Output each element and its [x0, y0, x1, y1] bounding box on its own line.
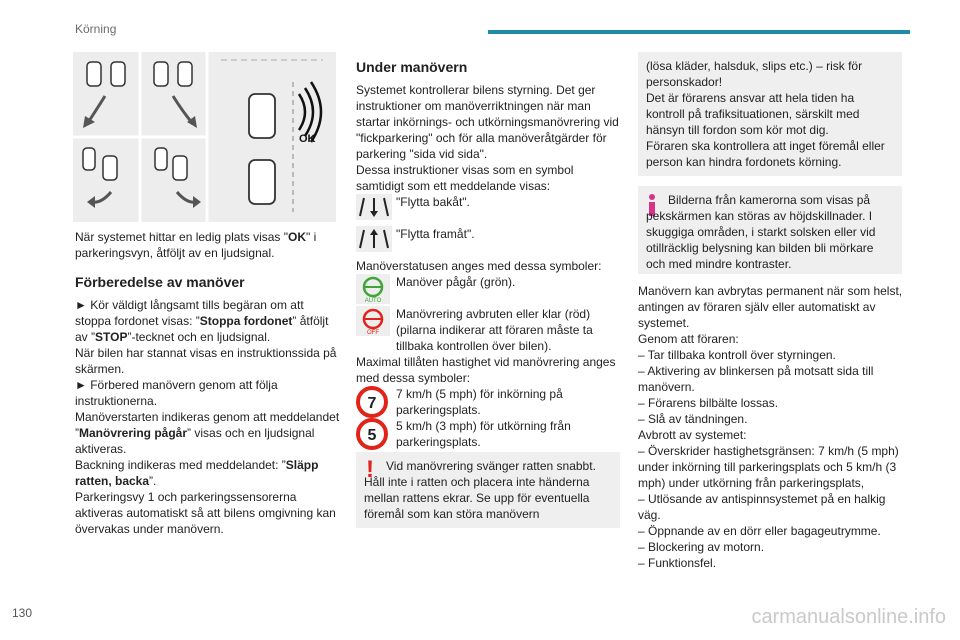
speed-sign-5-icon — [356, 418, 388, 454]
watermark: carmanualsonline.info — [751, 606, 946, 628]
warning-continued-2: Det är förarens ansvar att hela tiden ha kontroll på trafiksituationen, särskilt med hänsyn till fordon som kör mot dig. — [646, 91, 860, 137]
during-intro: Systemet kontrollerar bilens styrning. Det ger instruktioner om manöverriktningen när man startar inkörnings- och utkörningsmanövrering vid "fickparkering" och för alla manöveråtgärder för parkering "sida vid sida". — [356, 83, 619, 161]
status-auto: AUTO Manöver pågår (grön). — [356, 274, 621, 302]
cancel-intro: Manövern kan avbrytas permanent när som helst, antingen av föraren själv eller automatiskt av systemet. — [638, 284, 903, 330]
ok-label: OK — [299, 133, 316, 145]
steering-off-icon — [356, 306, 390, 340]
steering-auto-icon — [356, 274, 390, 308]
back-instruction: "Flytta bakåt". — [356, 194, 621, 222]
section-title: Körning — [75, 22, 117, 36]
prep-paragraph-4: Manöverstarten indikeras genom att meddelandet ”Manövrering pågår” visas och en ljudsignal aktiveras. — [75, 410, 340, 456]
forward-instruction: "Flytta framåt". — [356, 226, 621, 254]
move-forward-icon — [356, 226, 392, 256]
system-item-1: – Överskrider hastighetsgränsen: 7 km/h (5 mph) under inkörning till parkeringsplats och 5 km/h (3 mph) under utkörning från parkeringsplats, — [638, 444, 899, 490]
warning-box — [356, 452, 620, 528]
prep-heading: Förberedelse av manöver — [75, 274, 245, 290]
during-heading: Under manövern — [356, 59, 468, 75]
header-accent-bar — [488, 30, 910, 34]
driver-item-1: – Tar tillbaka kontroll över styrningen. — [638, 348, 836, 362]
svg-text:OFF: OFF — [367, 330, 379, 336]
system-item-3: – Öppnande av en dörr eller bagageutrymme. — [638, 524, 881, 538]
column-3 — [638, 283, 903, 571]
by-system: Avbrott av systemet: — [638, 428, 747, 442]
speed-intro: Maximal tillåten hastighet vid manövrering anges med dessa symboler: — [356, 355, 616, 385]
found-paragraph: När systemet hittar en ledig plats visas "OK" i parkeringsvyn, åtföljt av en ljudsignal. — [75, 230, 317, 260]
speed-5: 5 5 km/h (3 mph) för utkörning från parkeringsplats. — [356, 418, 621, 450]
driver-item-4: – Slå av tändningen. — [638, 412, 748, 426]
svg-text:AUTO: AUTO — [364, 298, 382, 304]
system-item-2: – Utlösande av antispinnsystemet på en halkig väg. — [638, 492, 886, 522]
system-item-5: – Funktionsfel. — [638, 556, 717, 570]
system-item-4: – Blockering av motorn. — [638, 540, 765, 554]
warning-continued-1: (lösa kläder, halsduk, slips etc.) – risk för personskador! — [646, 59, 863, 89]
column-2 — [356, 58, 621, 450]
info-text: Bilderna från kamerorna som visas på pekskärmen kan störas av höjdskillnader. I skuggiga områden, i starkt solsken eller vid otillräcklig belysning kan bilden bli mörkare och med mindre kontraster. — [646, 193, 876, 271]
prep-paragraph-6: Parkeringsvy 1 och parkeringssensorerna aktiveras automatiskt så att bilens omgivning kan övervakas under manövern. — [75, 490, 336, 536]
warning-continued-box — [638, 52, 902, 176]
parking-illustration — [73, 52, 336, 222]
warning-continued-3: Föraren ska kontrollera att inget föremål eller person kan hindra fordonets körning. — [646, 139, 885, 169]
page-number: 130 — [12, 606, 33, 620]
warning-icon: ! — [366, 456, 374, 483]
prep-step-1: ► Kör väldigt långsamt tills begäran om att stoppa fordonet visas: ”Stoppa fordonet” åtföljt av ”STOP”-tecknet och en ljudsignal. — [75, 298, 329, 344]
move-back-icon — [356, 194, 392, 224]
svg-text:5: 5 — [367, 427, 377, 444]
driver-item-2: – Aktivering av blinkersen på motsatt sida till manövern. — [638, 364, 874, 394]
svg-text:7: 7 — [367, 395, 377, 412]
prep-step-2: ► Förbered manövern genom att följa instruktionerna. — [75, 378, 278, 408]
by-driver: Genom att föraren: — [638, 332, 739, 346]
warning-text: Vid manövrering svänger ratten snabbt. Håll inte i ratten och placera inte händerna mellan rattens ekrar. Se upp för eventuella föremål som kan störa manövern — [364, 459, 596, 521]
info-box — [638, 186, 902, 274]
status-intro: Manöverstatusen anges med dessa symboler: — [356, 259, 602, 273]
speed-7: 7 7 km/h (5 mph) för inkörning på parkeringsplats. — [356, 386, 621, 418]
prep-paragraph-5: Backning indikeras med meddelandet: ”Släpp ratten, backa”. — [75, 458, 319, 488]
driver-item-3: – Förarens bilbälte lossas. — [638, 396, 779, 410]
prep-paragraph-2: När bilen har stannat visas en instruktionssida på skärmen. — [75, 346, 337, 376]
column-1 — [75, 229, 340, 537]
speed-sign-7-icon — [356, 386, 388, 422]
status-off: OFF Manövrering avbruten eller klar (röd) (pilarna indikerar att föraren måste ta tillbaka kontrollen över bilen). — [356, 306, 621, 354]
during-intro-2: Dessa instruktioner visas som en symbol samtidigt som ett meddelande visas: — [356, 163, 574, 193]
